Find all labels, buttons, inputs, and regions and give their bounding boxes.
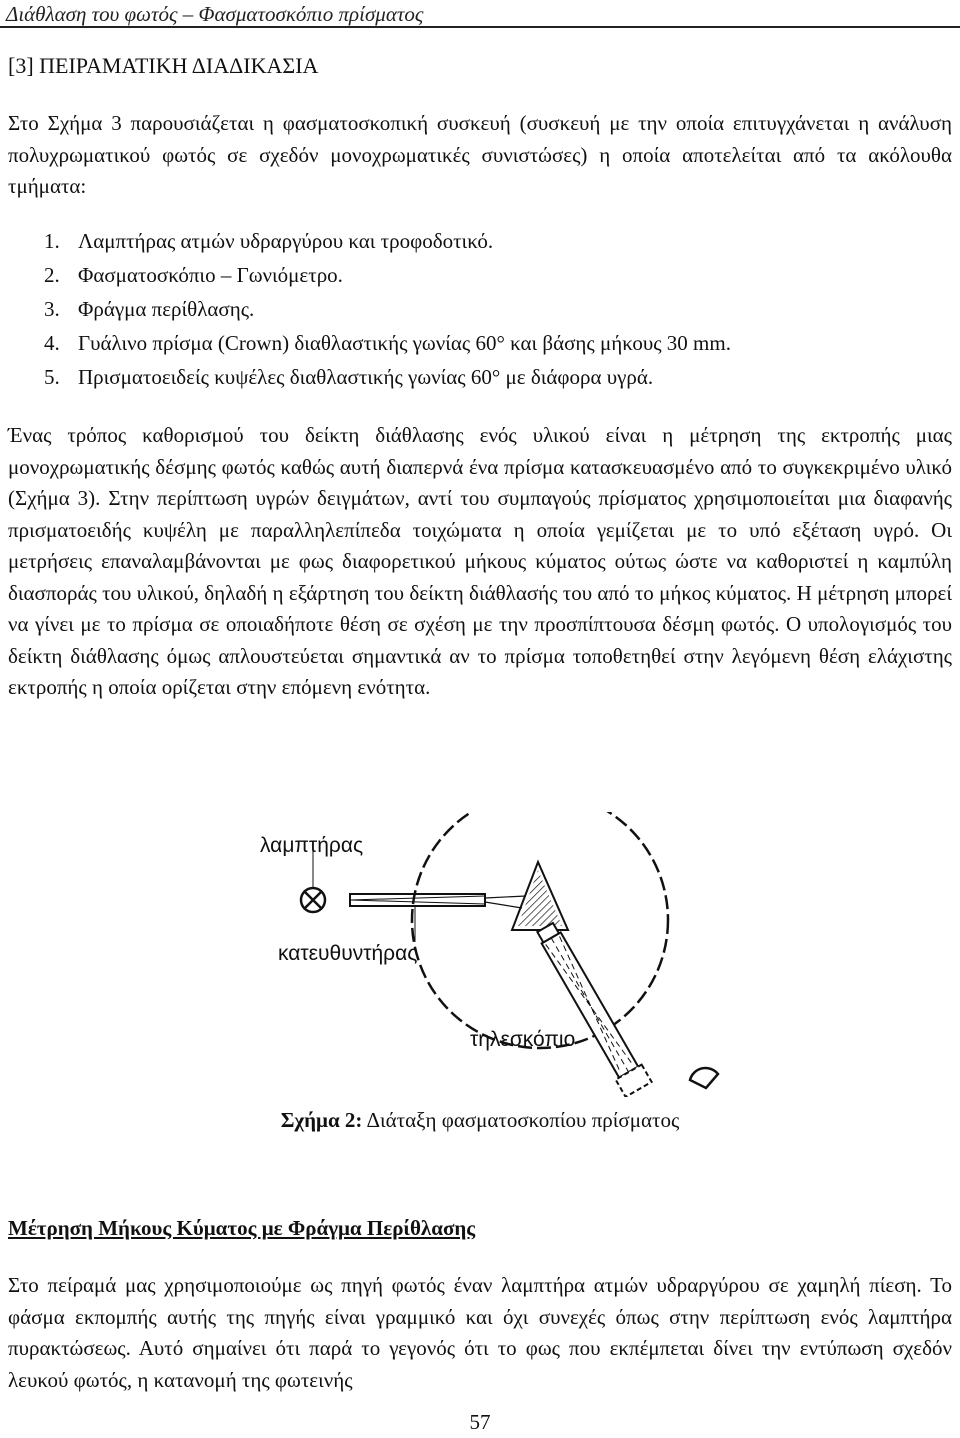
label-lamp: λαμπτήρας — [260, 834, 364, 857]
label-collimator: κατευθυντήρας — [278, 942, 418, 965]
subsection-heading: Μέτρηση Μήκους Κύματος με Φράγμα Περίθλασης — [8, 1216, 476, 1240]
list-item: 3. Φράγμα περίθλασης. — [44, 297, 255, 321]
eyepiece-icon — [690, 1068, 718, 1088]
list-item: 4. Γυάλινο πρίσμα (Crown) διαθλαστικής γωνίας 60° και βάσης μήκους 30 mm. — [44, 331, 731, 355]
running-header-title: Διάθλαση του φωτός – Φασματοσκόπιο πρίσματος — [6, 2, 424, 26]
component-list — [44, 224, 731, 394]
spectroscope-diagram — [250, 812, 730, 1097]
section-title: [3] ΠΕΙΡΑΜΑΤΙΚΗ ΔΙΑΔΙΚΑΣΙΑ — [8, 53, 319, 78]
list-item: 5. Πρισματοειδείς κυψέλες διαθλαστικής γωνίας 60° με διάφορα υγρά. — [44, 365, 654, 389]
collimator-tube — [350, 894, 485, 906]
caption-text: Διάταξη φασματοσκοπίου πρίσματος — [362, 1108, 680, 1132]
label-telescope: τηλεσκόπιο — [470, 1028, 576, 1051]
running-header — [0, 0, 960, 28]
list-item: 2. Φασματοσκόπιο – Γωνιόμετρο. — [44, 263, 343, 287]
figure-caption — [0, 1108, 960, 1133]
page-number: 57 — [469, 1410, 491, 1434]
intro-paragraph: Στο Σχήμα 3 παρουσιάζεται η φασματοσκοπική συσκευή (συσκευή με την οποία επιτυγχάνεται η ανάλυση πολυχρωματικού φωτός σε σχεδόν μονοχρωματικές συνιστώσες) η οποία αποτελείται από τα ακόλουθα τμήματα: — [8, 111, 952, 198]
caption-prefix: Σχήμα 2: — [280, 1108, 363, 1132]
list-item: 1. Λαμπτήρας ατμών υδραργύρου και τροφοδοτικό. — [44, 229, 494, 253]
method-paragraph: Ένας τρόπος καθορισμού του δείκτη διάθλασης ενός υλικού είναι η μέτρηση της εκτροπής μιας μονοχρωματικής δέσμης φωτός καθώς αυτή διαπερνά ένα πρίσμα κατασκευασμένο από το συγκεκριμένο υλικό (Σχήμα 3). Στην περίπτωση υγρών δειγμάτων, αντί του συμπαγούς πρίσματος χρησιμοποιείται μια διαφανής πρισματοειδής κυψέλη με παραλληλεπίπεδα τοιχώματα η οποία γεμίζεται με το υπό εξέταση υγρό. Οι μετρήσεις επαναλαμβάνονται με φως διαφορετικού μήκους κύματος ούτως ώστε να καθοριστεί η καμπύλη διασποράς του υλικού, δηλαδή η εξάρτηση του δείκτη διάθλασής του από το μήκος κύματος. Η μέτρηση μπορεί να γίνει με το πρίσμα σε οποιαδήποτε θέση σε σχέση με την προσπίπτουσα δέσμη φωτός. Ο υπολογισμός του δείκτη διάθλασης όμως απλουστεύεται σημαντικά αν το πρίσμα τοποθετηθεί στην λεγόμενη θέση ελάχιστης εκτροπής η οποία ορίζεται στην επόμενη ενότητα. — [8, 423, 952, 699]
grating-paragraph: Στο πείραμά μας χρησιμοποιούμε ως πηγή φωτός έναν λαμπτήρα ατμών υδραργύρου σε χαμηλή πίεση. Το φάσμα εκπομπής αυτής της πηγής είναι γραμμικό και όχι συνεχές όπως στην περίπτωση ενός λαμπτήρα πυρακτώσεως. Αυτό σημαίνει ότι παρά το γεγονός ότι το φως που εκπέμπεται δίνει την εντύπωση σχεδόν λευκού φωτός, η κατανομή της φωτεινής — [8, 1273, 952, 1392]
